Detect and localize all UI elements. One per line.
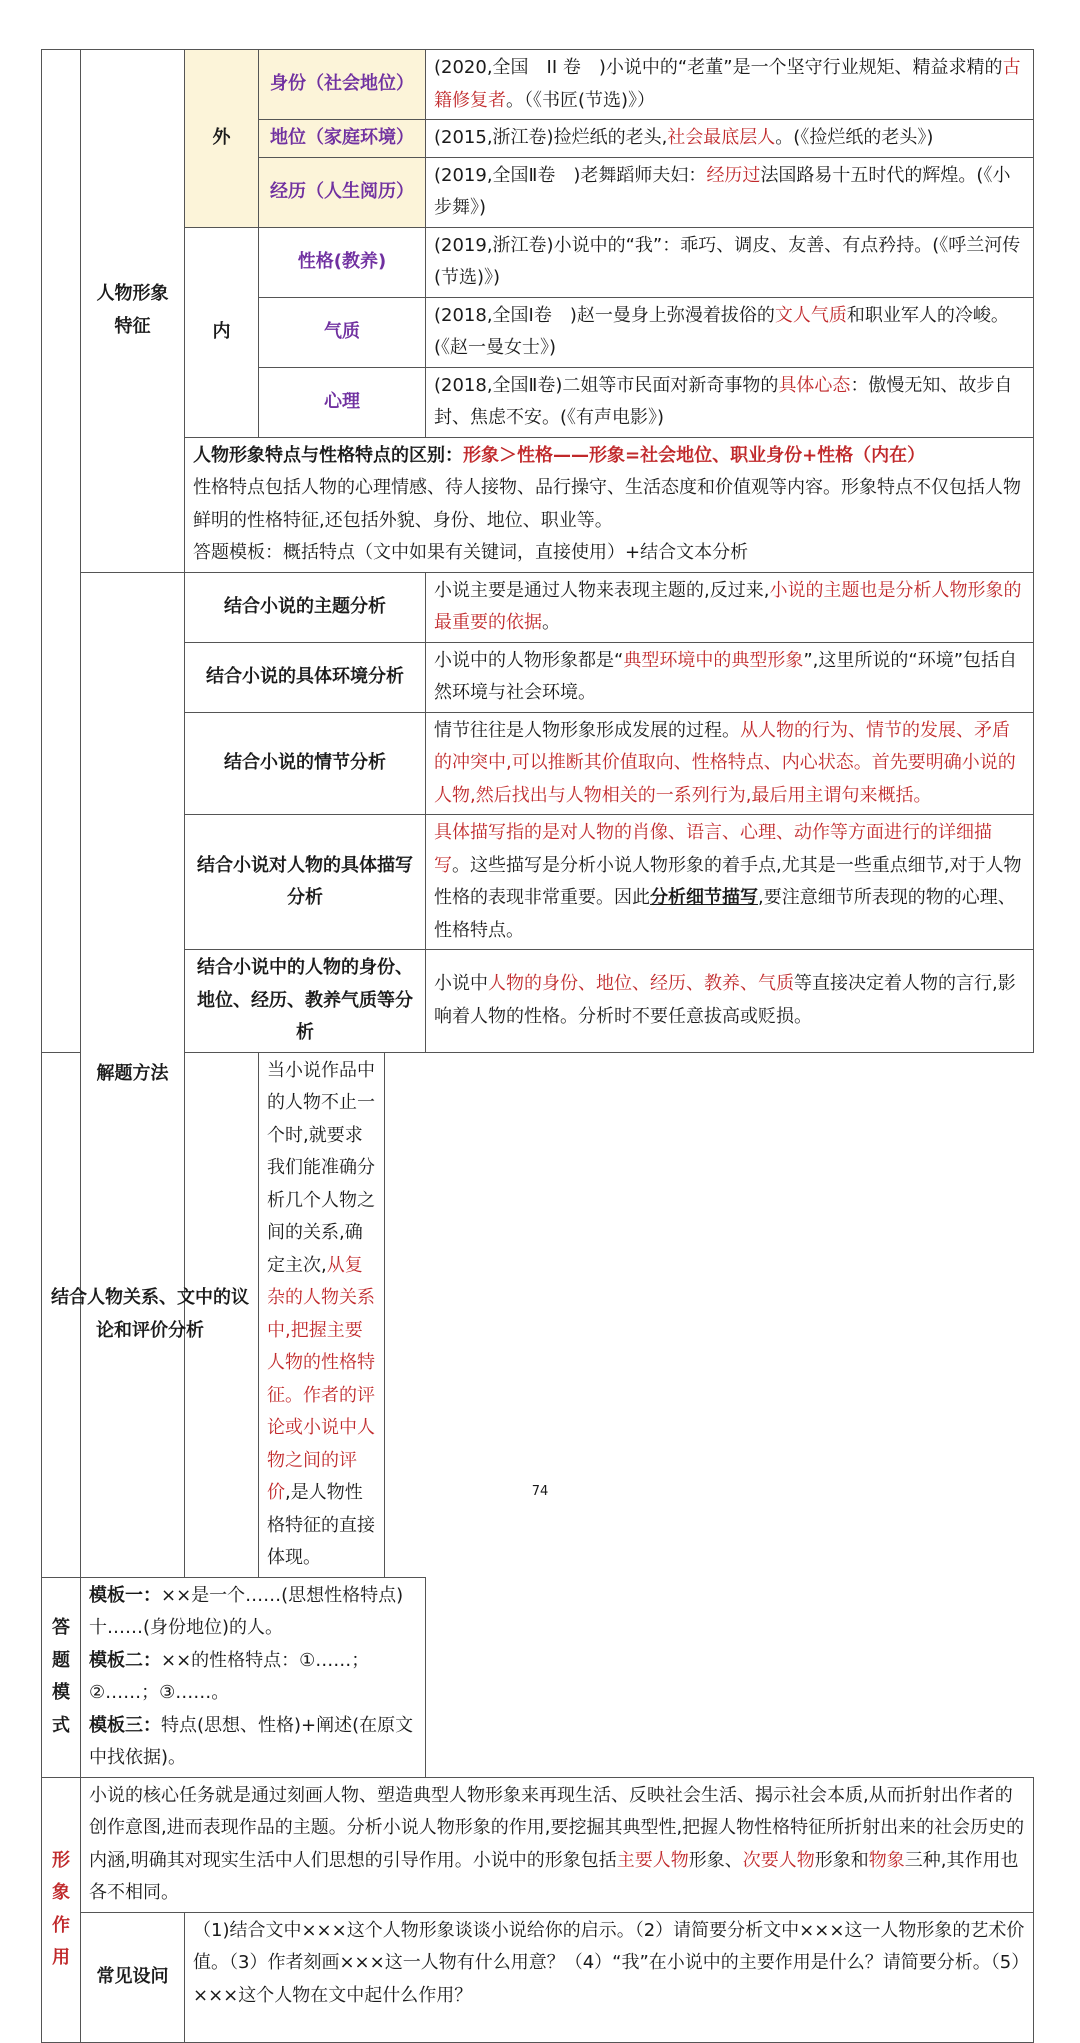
method-name: 结合小说的主题分析 <box>185 572 426 642</box>
outer-left-cell <box>42 50 81 1053</box>
text-segment: ”,这里所说的“环境”包括自然环境与社会环境。 <box>434 649 1018 703</box>
row-name: 性格(教养) <box>259 227 426 297</box>
answer-templates: 模板一：××是一个……(思想性格特点)十……(身份地位)的人。 模板二：××的性格特点：①……；②……；③……。 模板三：特点(思想、性格)+阐述(在原文中找依据)。 <box>81 1577 426 1777</box>
text-segment: 等直接决定着人物的言行,影响着人物的性格。分析时不要任意拔高或贬损。 <box>434 973 1016 1027</box>
row-name: 地位（家庭环境） <box>259 120 426 158</box>
difference-summary-row <box>42 437 1034 572</box>
row-name: 身份（社会地位） <box>259 50 426 120</box>
text-segment: 人物的身份、地位、经历、教养、气质 <box>488 973 794 995</box>
role-intro-row <box>42 1777 1034 1912</box>
text-segment: ,是人物性格特征的直接体现。 <box>267 1482 375 1568</box>
row-name: 经历（人生阅历） <box>259 157 426 227</box>
row-example: (2019,浙江卷)小说中的“我”：乖巧、调皮、友善、有点矜持。(《呼兰河传(节选)》) <box>426 227 1034 297</box>
method-name: 结合小说的具体环境分析 <box>185 642 426 712</box>
method-name: 结合小说的情节分析 <box>185 712 426 815</box>
summary-body: 性格特点包括人物的心理情感、待人接物、品行操守、生活态度和价值观等内容。形象特点不仅包括人物鲜明的性格特征,还包括外貌、身份、地位、职业等。 <box>193 477 1021 531</box>
text-segment: 。这些描写是分析小说人物形象的着手点,尤其是一些重点细节,对于人物性格的表现非常重要。因此 <box>434 854 1022 908</box>
section-label-character-features: 人物形象 特征 <box>81 50 185 573</box>
difference-summary <box>185 437 1034 572</box>
method-row <box>42 642 1034 712</box>
answer-pattern-row <box>42 1577 1034 1777</box>
content-table <box>41 49 1034 2043</box>
method-desc <box>426 815 1034 950</box>
section-label-methods: 解题方法 <box>81 572 185 1577</box>
summary-heading: 人物形象特点与性格特点的区别： <box>193 444 463 466</box>
method-desc <box>426 572 1034 642</box>
text-segment: 小说中的人物形象都是“ <box>434 649 624 671</box>
row-example: (2015,浙江卷)捡烂纸的老头,社会最底层人。(《捡烂纸的老头》) <box>426 120 1034 158</box>
faq-row <box>42 1912 1034 2042</box>
method-desc <box>426 642 1034 712</box>
method-name: 结合小说中的人物的身份、地位、经历、教养气质等分析 <box>185 950 426 1053</box>
row-example: (2019,全国Ⅱ卷 )老舞蹈师夫妇：经历过法国路易十五时代的辉煌。(《小步舞》) <box>426 157 1034 227</box>
text-segment: 分析细节描写 <box>650 887 758 908</box>
row-example: (2020,全国 II 卷 )小说中的“老董”是一个坚守行业规矩、精益求精的古籍修复者。（《书匠(节选)》） <box>426 50 1034 120</box>
text-segment: 从人物的行为、情节的发展、矛盾的冲突中,可以推断其价值取向、性格特点、内心状态。首先要明确小说的人物,然后找出与人物相关的一系列行为,最后用主谓句来概括。 <box>434 719 1016 806</box>
row-example: (2018,全国Ⅰ卷 )赵一曼身上弥漫着拔俗的文人气质和职业军人的冷峻。(《赵一曼女士》) <box>426 297 1034 367</box>
summary-template: 答题模板：概括特点（文中如果有关键词，直接使用）+结合文本分析 <box>193 542 749 563</box>
text-segment: 小说的主题也是分析人物形象的最重要的依据 <box>434 579 1022 633</box>
text-segment: 小说主要是通过人物来表现主题的,反过来, <box>434 579 770 601</box>
text-segment: 典型环境中的典型形象 <box>623 649 804 671</box>
text-segment: 具体描写指的是对人物的肖像、语言、心理、动作等方面进行的详细描写 <box>434 822 992 876</box>
row-example: (2018,全国Ⅱ卷)二姐等市民面对新奇事物的具体心态：傲慢无知、故步自封、焦虑不安。(《有声电影》) <box>426 367 1034 437</box>
section-label-answer-pattern: 答题模式 <box>42 1577 81 1777</box>
method-row <box>42 950 1034 1053</box>
text-segment: 从复杂的人物关系中,把握主要人物的性格特征。作者的评论或小说中人物之间的评价 <box>267 1254 375 1503</box>
method-row <box>42 815 1034 950</box>
faq-label: 常见设问 <box>81 1912 185 2042</box>
inner-label: 内 <box>185 227 259 437</box>
section-label-image-role: 形 象 作 用 <box>42 1777 81 2042</box>
method-row <box>42 572 1034 642</box>
role-intro: 小说的核心任务就是通过刻画人物、塑造典型人物形象来再现生活、反映社会生活、揭示社会本质,从而折射出作者的创作意图,进而表现作品的主题。分析小说人物形象的作用,要挖掘其典型性,把握人物性格特征所折射出来的社会历史的内涵,明确其对现实生活中人们思想的引导作用。小说中的形象包括主要人物形象、次要人物形象和物象三种,其作用也各不相同。 <box>81 1777 1034 1912</box>
personality-row <box>42 227 1034 297</box>
text-segment: ,要注意细节所表现的物的心理、性格特点。 <box>434 887 1016 941</box>
text-segment: 小说中 <box>434 973 488 995</box>
method-row <box>42 712 1034 815</box>
page-number: 74 <box>531 1484 549 1499</box>
text-segment: 。 <box>542 612 560 633</box>
row-name: 心理 <box>259 367 426 437</box>
text-segment: 情节往往是人物形象形成发展的过程。 <box>434 719 740 741</box>
outer-label: 外 <box>185 50 259 228</box>
method-name: 结合小说对人物的具体描写分析 <box>185 815 426 950</box>
method-desc <box>426 950 1034 1053</box>
faq-text: （1)结合文中×××这个人物形象谈谈小说给你的启示。（2）请简要分析文中×××这一人物形象的艺术价值。（3）作者刻画×××这一人物有什么用意？（4）“我”在小说中的主要作用是什么？请简要分析。（5）×××这个人物在文中起什么作用？ <box>185 1912 1034 2042</box>
text-segment: 当小说作品中的人物不止一个时,就要求我们能准确分析几个人物之间的关系,确定主次, <box>267 1059 375 1276</box>
row-name: 气质 <box>259 297 426 367</box>
identity-row <box>42 50 1034 120</box>
method-desc <box>426 712 1034 815</box>
summary-heading-red: 形象＞性格——形象=社会地位、职业身份+性格（内在） <box>463 444 926 466</box>
method-name: 结合人物关系、文中的议论和评价分析 <box>42 1052 259 1577</box>
